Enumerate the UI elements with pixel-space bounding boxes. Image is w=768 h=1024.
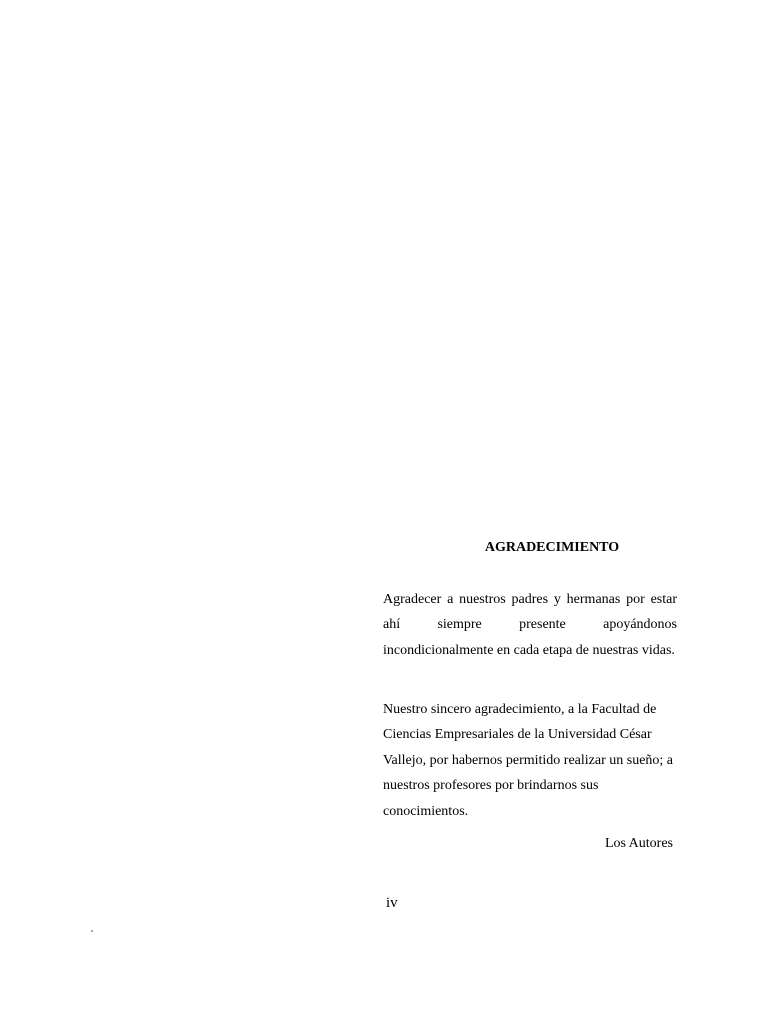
acknowledgement-paragraph-university: Nuestro sincero agradecimiento, a la Facultad de Ciencias Empresariales de la Universidad César Vallejo, por habernos permitido realizar un sueño; a nuestros profesores por brindarnos sus conocimientos. — [383, 702, 674, 819]
page-title: AGRADECIMIENTO — [484, 540, 620, 555]
page-number: iv — [386, 895, 398, 911]
signature-authors: Los Autores — [604, 836, 673, 851]
acknowledgement-paragraph-family: Agradecer a nuestros padres y hermanas por estar ahí siempre presente apoyándonos incondicionalmente en cada etapa de nuestras vidas. — [383, 592, 677, 658]
stray-dot-mark — [91, 930, 93, 932]
